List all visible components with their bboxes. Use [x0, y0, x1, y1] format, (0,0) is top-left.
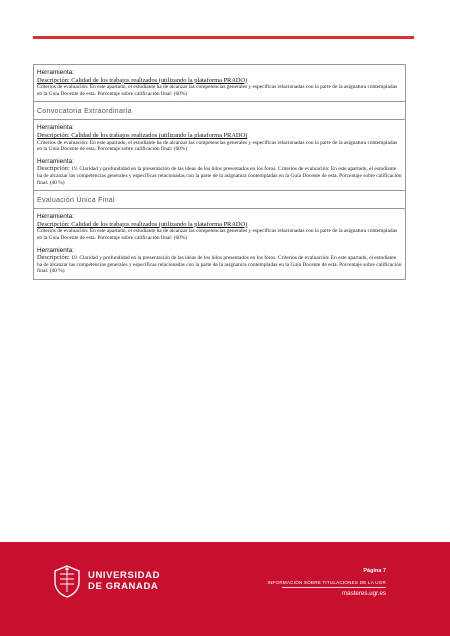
university-seal-icon: [52, 564, 82, 598]
description-text: Calidad de los trabajos realizados (utilizando la plataforma PRADO): [71, 131, 248, 139]
description-prefix: Descripción:: [37, 131, 72, 139]
info-divider: [282, 587, 386, 588]
tool-block: [37, 158, 402, 186]
description-text: 19. Claridad y profundidad en la presentación de las ideas de los hilos presentados en los foros.: [71, 255, 277, 262]
tool-label: Herramienta:: [37, 157, 74, 165]
university-logo: [52, 564, 170, 604]
description-prefix: Descripción:: [37, 220, 72, 228]
university-line-2: DE GRANADA: [88, 581, 159, 592]
description-text: 19. Claridad y profundidad en la presentación de las ideas de los hilos presentados en los foros.: [71, 166, 277, 173]
evaluation-table: [33, 64, 406, 280]
section-unica-final: [34, 208, 405, 279]
section-extraordinaria: [34, 119, 405, 190]
site-link[interactable]: masteres.ugr.es: [341, 590, 386, 597]
tool-criteria: Criterios de evaluación: En este apartado, el estudiante ha de alcanzar las competencias generales y específicas relacionadas con la parte de la asignatura contempladas en la Guía Docente de esta. Porcentaje sobre calificación final: (60%): [37, 139, 398, 153]
tool-label: Herramienta:: [37, 213, 74, 221]
tool-criteria: Criterios de evaluación: En este apartado, el estudiante ha de alcanzar las competencias generales y específicas relacionadas con la parte de la asignatura contempladas en la Guía Docente de esta. Porcentaje sobre calificación final: (40 %): [37, 166, 402, 186]
university-line-1: UNIVERSIDAD: [88, 570, 161, 581]
description-prefix: Descripción:: [37, 76, 72, 84]
tool-label: Herramienta:: [37, 246, 74, 254]
tool-criteria: Criterios de evaluación: En este apartado, el estudiante ha de alcanzar las competencias generales y específicas relacionadas con la parte de la asignatura contempladas en la Guía Docente de esta. Porcentaje sobre calificación final: (40 %): [37, 255, 402, 275]
description-text: Calidad de los trabajos realizados (utilizando la plataforma PRADO): [71, 220, 248, 228]
section-header-unica-final: Evaluación Única Final: [34, 190, 405, 208]
tool-label: Herramienta:: [37, 69, 74, 76]
description-prefix: Descripción:: [37, 254, 72, 262]
header-rule: [33, 36, 414, 39]
description-text: Calidad de los trabajos realizados (utilizando la plataforma PRADO): [71, 76, 248, 84]
section-header-extraordinaria: Convocatoria Extraordinaria: [34, 101, 405, 119]
tool-criteria: Criterios de evaluación: En este apartado, el estudiante ha de alcanzar las competencias generales y específicas relacionadas con la parte de la asignatura contempladas en la Guía Docente de esta. Porcentaje sobre calificación final: (60%): [37, 228, 398, 241]
tool-label: Herramienta:: [37, 124, 74, 132]
university-name: [88, 570, 160, 592]
tool-criteria: Criterios de evaluación: En este apartado, el estudiante ha de alcanzar las competencias generales y específicas relacionadas con la parte de la asignatura contempladas en la Guía Docente de esta. Porcentaje sobre calificación final: (60%): [37, 84, 398, 97]
section-ordinary-continued: [34, 65, 405, 101]
tool-block: [37, 247, 402, 275]
tool-block: [37, 124, 402, 152]
info-text: INFORMACIÓN SOBRE TITULACIONES DE LA UGR: [267, 580, 386, 585]
tool-block: [37, 69, 402, 97]
tool-description: [37, 132, 402, 140]
tool-description-and-criteria: [37, 165, 402, 186]
page-number: Página 7: [363, 568, 386, 574]
description-prefix: Descripción:: [37, 165, 72, 173]
tool-block: [37, 213, 402, 241]
page-footer: [0, 542, 450, 636]
tool-description-and-criteria: [37, 254, 402, 275]
